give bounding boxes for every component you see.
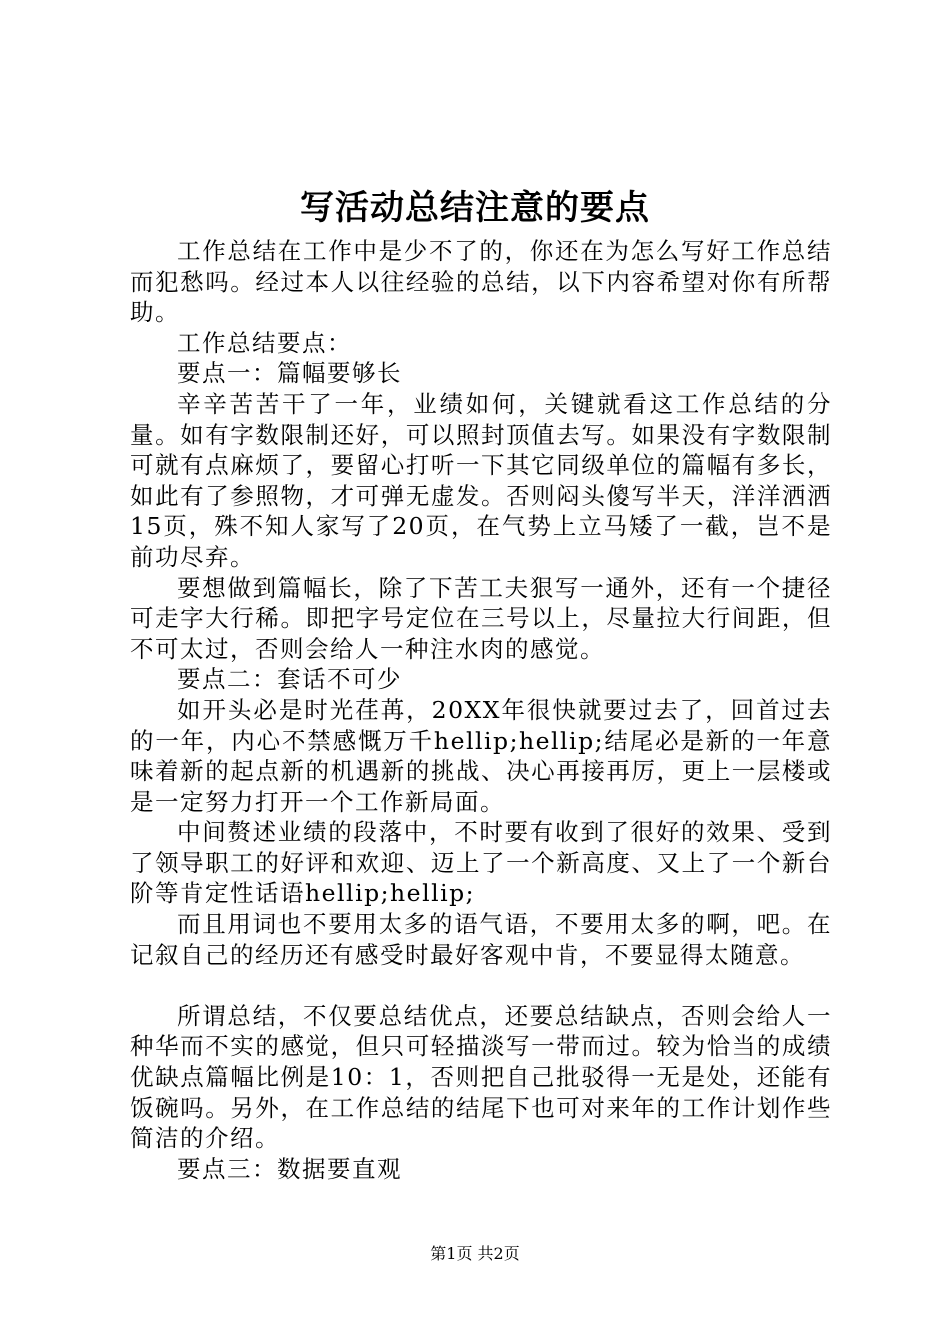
paragraph-point-one-heading: 要点一：篇幅要够长: [177, 359, 402, 388]
paragraph-point-two-heading: 要点二：套话不可少: [177, 665, 402, 694]
paragraph-summary-points-heading: 工作总结要点：: [177, 328, 352, 357]
paragraph-point-three-heading: 要点三：数据要直观: [177, 1154, 402, 1183]
page-footer: 第1页 共2页: [430, 1244, 520, 1263]
paragraph-point-one-body: 辛辛苦苦干了一年，业绩如何，关键就看这工作总结的分量。如有字数限制还好，可以照封顶值去写。如果没有字数限制可就有点麻烦了，要留心打听一下其它同级单位的篇幅有多长，如此有了参照物，才可弹无虚发。否则闷头傻写半天，洋洋洒洒15页，殊不知人家写了20页，在气势上立马矮了一截，岂不是前功尽弃。: [130, 389, 832, 571]
paragraph-point-one-tips: 要想做到篇幅长，除了下苦工夫狠写一通外，还有一个捷径可走字大行稀。即把字号定位在三号以上，尽量拉大行间距，但不可太过，否则会给人一种注水肉的感觉。: [130, 573, 832, 663]
paragraph-point-two-wording: 而且用词也不要用太多的语气语，不要用太多的啊，吧。在记叙自己的经历还有感受时最好客观中肯，不要显得太随意。: [130, 910, 832, 969]
paragraph-intro: 工作总结在工作中是少不了的，你还在为怎么写好工作总结而犯愁吗。经过本人以往经验的总结，以下内容希望对你有所帮助。: [130, 237, 832, 327]
paragraph-point-two-body: 如开头必是时光荏苒，20XX年很快就要过去了，回首过去的一年，内心不禁感慨万千hellip;hellip;结尾必是新的一年意味着新的起点新的机遇新的挑战、决心再接再厉，更上一层楼或是一定努力打开一个工作新局面。: [130, 695, 832, 816]
paragraph-point-two-middle: 中间赘述业绩的段落中，不时要有收到了很好的效果、受到了领导职工的好评和欢迎、迈上了一个新高度、又上了一个新台阶等肯定性话语hellip;hellip;: [130, 818, 832, 908]
document-title: 写活动总结注意的要点: [300, 188, 650, 228]
paragraph-summary-balance: 所谓总结，不仅要总结优点，还要总结缺点，否则会给人一种华而不实的感觉，但只可轻描淡写一带而过。较为恰当的成绩优缺点篇幅比例是10：1，否则把自己批驳得一无是处，还能有饭碗吗。另外，在工作总结的结尾下也可对来年的工作计划作些简洁的介绍。: [130, 1001, 832, 1153]
document-body: [130, 236, 832, 1184]
paragraph-blank: [130, 970, 832, 1001]
